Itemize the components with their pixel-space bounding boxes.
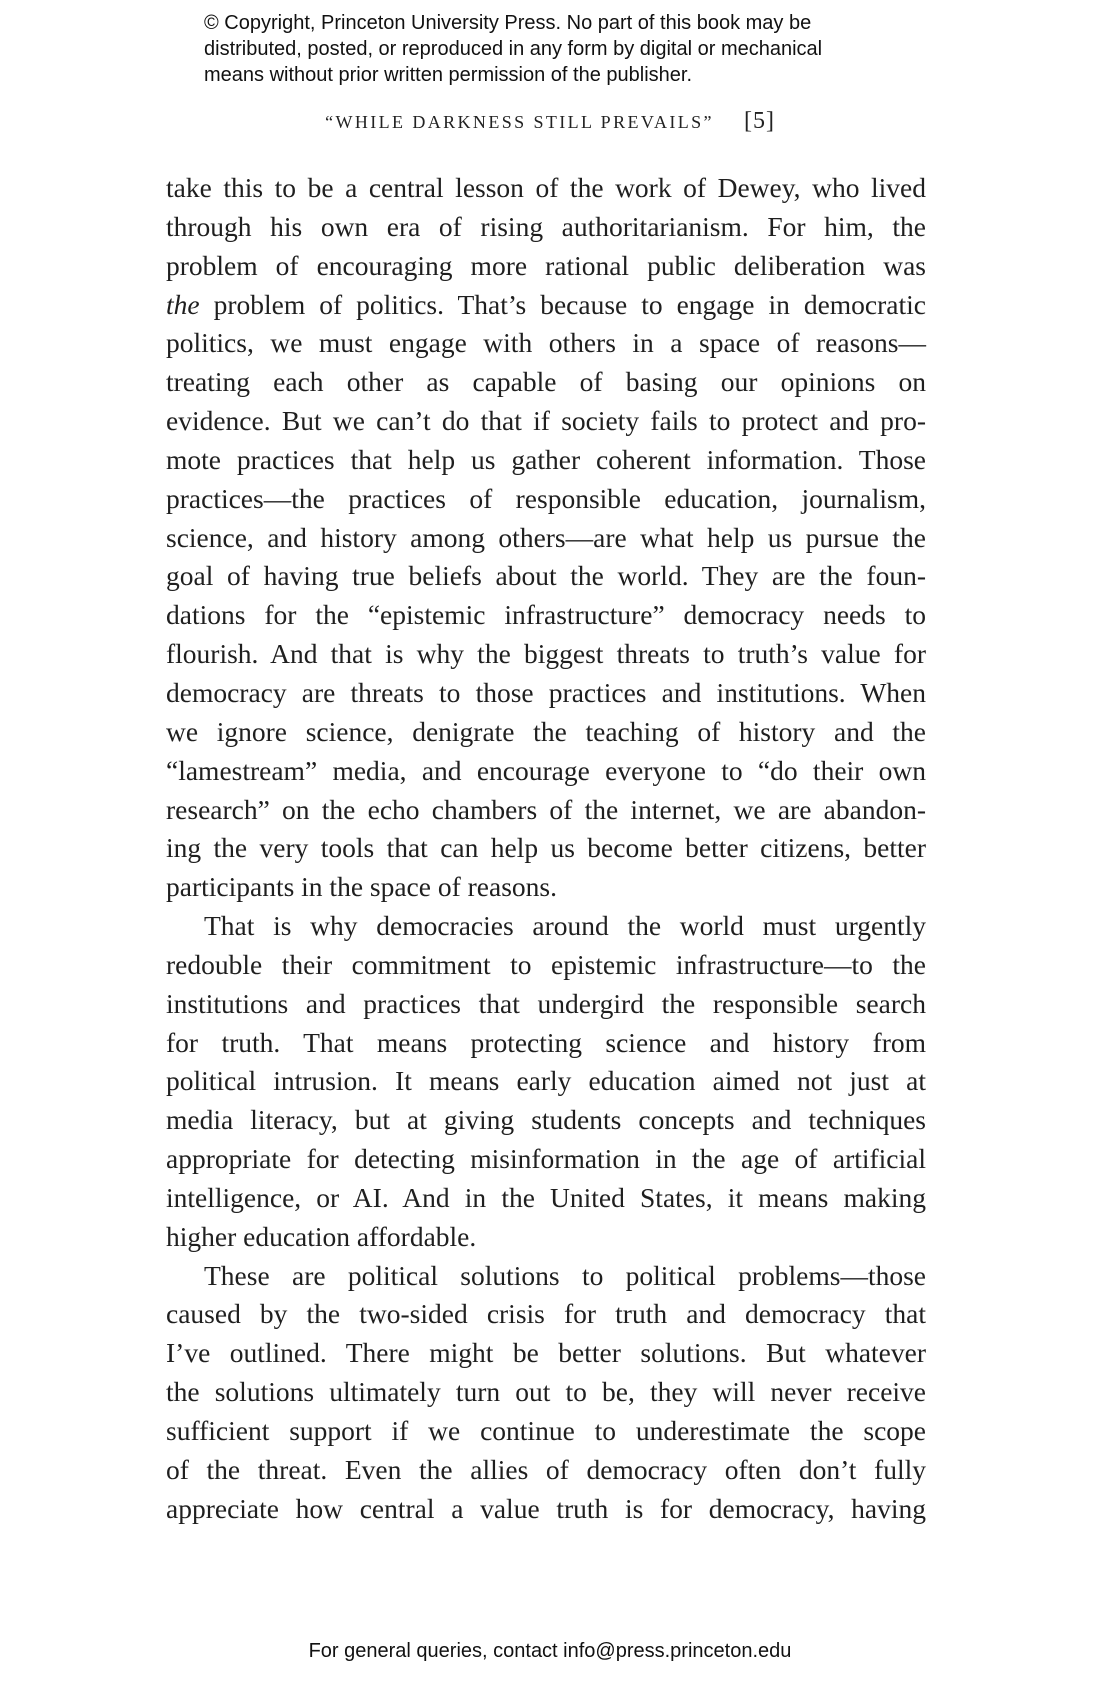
text-line: evidence. But we can’t do that if society fails to protect and pro-	[166, 405, 926, 437]
text-fragment: problem of politics. That’s because to engage in democratic	[199, 288, 926, 320]
text-line: dations for the “epistemic infrastructure” democracy needs to	[166, 599, 926, 631]
text-line: through his own era of rising authoritarianism. For him, the	[166, 210, 926, 242]
text-line: we ignore science, denigrate the teaching of history and the	[166, 715, 926, 747]
text-line: sufficient support if we continue to underestimate the scope	[166, 1415, 926, 1446]
footer-contact: For general queries, contact info@press.princeton.edu	[308, 1640, 792, 1662]
text-line: problem of encouraging more rational public deliberation was	[166, 249, 926, 281]
text-line: take this to be a central lesson of the work of Dewey, who lived	[166, 172, 926, 203]
body-text	[166, 169, 926, 1529]
text-line: mote practices that help us gather coherent information. Those	[166, 443, 926, 475]
text-line	[166, 286, 926, 325]
text-line: participants in the space of reasons.	[166, 871, 557, 903]
running-head	[0, 108, 1100, 135]
text-line: intelligence, or AI. And in the United States, it means making	[166, 1181, 926, 1213]
text-line: caused by the two-sided crisis for truth and democracy that	[166, 1298, 926, 1330]
copyright-line: distributed, posted, or reproduced in any form by digital or mechanical	[204, 38, 823, 60]
text-line: treating each other as capable of basing our opinions on	[166, 366, 926, 398]
text-line: democracy are threats to those practices and institutions. When	[166, 676, 926, 708]
text-line: institutions and practices that undergird the responsible search	[166, 987, 926, 1019]
paragraph-2	[166, 907, 926, 1257]
paragraph-3	[166, 1257, 926, 1529]
text-line: practices—the practices of responsible education, journalism,	[166, 482, 926, 514]
text-line: appropriate for detecting misinformation in the age of artificial	[166, 1143, 926, 1175]
text-line: I’ve outlined. There might be better solutions. But whatever	[166, 1337, 926, 1369]
emphasized-word: the	[166, 288, 200, 320]
text-line: for truth. That means protecting science and history from	[166, 1026, 926, 1058]
text-line: media literacy, but at giving students concepts and techniques	[166, 1104, 926, 1136]
text-line: appreciate how central a value truth is for democracy, having	[166, 1492, 926, 1524]
text-line: higher education affordable.	[166, 1220, 477, 1252]
text-line: research” on the echo chambers of the internet, we are abandon-	[166, 793, 926, 825]
copyright-notice	[204, 10, 924, 88]
copyright-line: © Copyright, Princeton University Press. No part of this book may be	[204, 12, 812, 34]
text-line: politics, we must engage with others in a space of reasons—	[166, 327, 926, 359]
text-line: flourish. And that is why the biggest threats to truth’s value for	[166, 638, 926, 670]
copyright-line: means without prior written permission of the publisher.	[204, 64, 693, 86]
text-line: redouble their commitment to epistemic infrastructure—to the	[166, 948, 926, 980]
running-head-title: “WHILE DARKNESS STILL PREVAILS”	[325, 112, 714, 132]
paragraph-1	[166, 169, 926, 907]
text-line: That is why democracies around the world must urgently	[204, 910, 926, 942]
page-number: [5]	[743, 108, 775, 134]
text-line: of the threat. Even the allies of democracy often don’t fully	[166, 1453, 926, 1485]
text-line: These are political solutions to political problems—those	[204, 1259, 926, 1291]
text-line: “lamestream” media, and encourage everyone to “do their own	[166, 754, 926, 786]
text-line: the solutions ultimately turn out to be, they will never receive	[166, 1376, 926, 1408]
text-line: political intrusion. It means early education aimed not just at	[166, 1065, 926, 1097]
text-line: goal of having true beliefs about the world. They are the foun-	[166, 560, 926, 592]
text-line: science, and history among others—are what help us pursue the	[166, 521, 926, 553]
text-line: ing the very tools that can help us become better citizens, better	[166, 832, 926, 864]
